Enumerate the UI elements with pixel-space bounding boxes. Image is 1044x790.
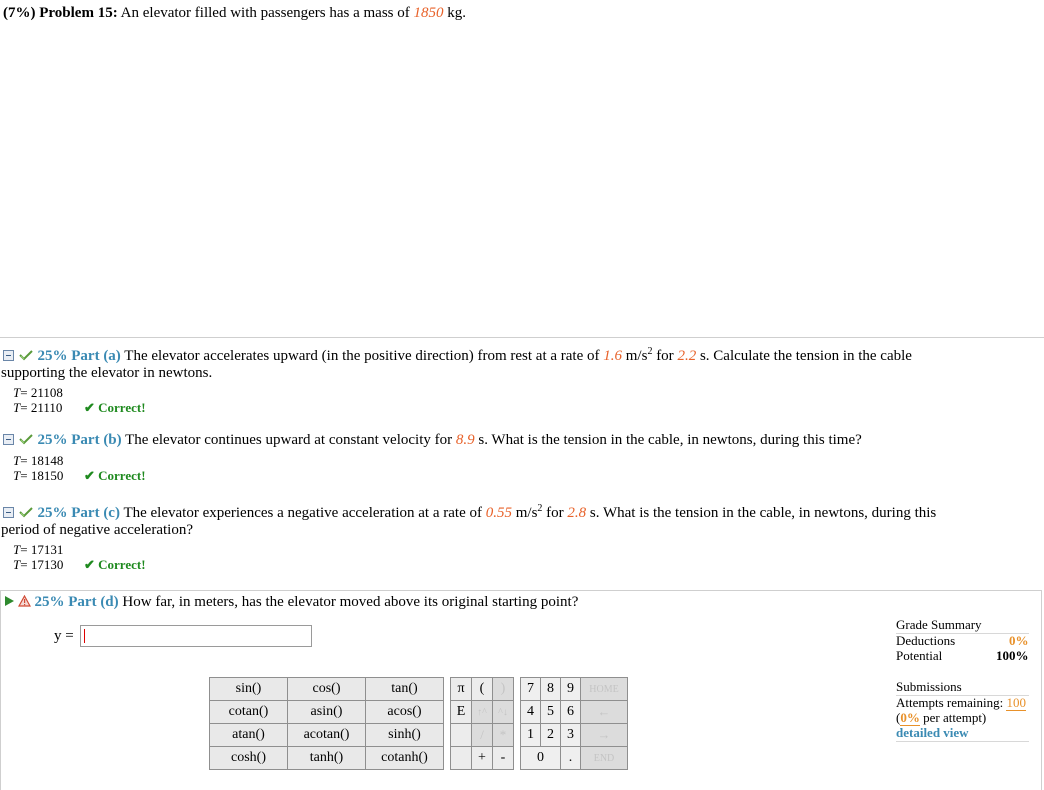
per-attempt-text: per attempt): [923, 710, 987, 725]
part-c-unit: m/s: [515, 505, 538, 521]
key-cos[interactable]: cos(): [288, 678, 366, 701]
attempts-label: Attempts remaining:: [896, 695, 1004, 710]
key-cotan[interactable]: cotan(): [210, 701, 288, 724]
part-b-answer-2: [13, 468, 63, 484]
key-blank: [451, 724, 472, 747]
part-c-prompt-line2: period of negative acceleration?: [1, 522, 193, 538]
key-backspace[interactable]: ←: [581, 701, 628, 724]
key-atan[interactable]: atan(): [210, 724, 288, 747]
key-0[interactable]: 0: [521, 747, 561, 770]
answer-value: = 17131: [20, 542, 64, 557]
answer-input[interactable]: [80, 625, 312, 647]
part-a-percent: 25%: [37, 348, 68, 364]
problem-label: Problem 15:: [39, 5, 118, 21]
key-sin[interactable]: sin(): [210, 678, 288, 701]
problem-text-before: An elevator filled with passengers has a mass of: [120, 5, 410, 21]
key-8[interactable]: 8: [541, 678, 561, 701]
checkmark-icon: [18, 506, 34, 518]
part-a-time: 2.2: [677, 348, 697, 364]
answer-var: T: [13, 385, 21, 400]
per-attempt-value: 0%: [900, 710, 920, 725]
part-a-label: Part (a): [71, 348, 121, 364]
key-divide[interactable]: /: [472, 724, 493, 747]
part-c-prompt: [3, 503, 936, 522]
problem-text-after: kg.: [447, 5, 466, 21]
key-blank: [451, 747, 472, 770]
key-e[interactable]: E: [451, 701, 472, 724]
part-b-answer-1: [13, 453, 63, 469]
answer-input-label: y =: [54, 628, 74, 644]
submissions-bottom-rule: [896, 741, 1029, 742]
part-b-percent: 25%: [37, 432, 68, 448]
attempts-remaining: [896, 695, 1026, 711]
part-a-text3: s. Calculate the tension in the cable: [699, 348, 912, 364]
key-5[interactable]: 5: [541, 701, 561, 724]
key-sinh[interactable]: sinh(): [366, 724, 444, 747]
attempts-value: 100: [1006, 695, 1026, 710]
part-c-text3: s. What is the tension in the cable, in newtons, during this: [589, 505, 937, 521]
part-a-prompt-line2: supporting the elevator in newtons.: [1, 365, 213, 381]
answer-var: T: [13, 542, 21, 557]
answer-value: = 17130: [20, 557, 64, 572]
part-c-time: 2.8: [567, 505, 587, 521]
part-c-unit-sup: 2: [537, 503, 543, 514]
answer-var: T: [13, 468, 21, 483]
key-cosh[interactable]: cosh(): [210, 747, 288, 770]
part-a-text1: The elevator accelerates upward (in the positive direction) from rest at a rate of: [124, 348, 600, 364]
key-3[interactable]: 3: [561, 724, 581, 747]
part-b-status: ✔ Correct!: [84, 468, 146, 483]
part-a-prompt: [3, 346, 912, 365]
part-a-accel: 1.6: [603, 348, 622, 364]
key-tanh[interactable]: tanh(): [288, 747, 366, 770]
divider: [0, 337, 1044, 338]
answer-var: T: [13, 400, 21, 415]
key-up-power[interactable]: ↑^: [472, 701, 493, 724]
checkmark-icon: [18, 349, 34, 361]
key-1[interactable]: 1: [521, 724, 541, 747]
potential-value: 100%: [996, 648, 1029, 663]
part-c-label: Part (c): [71, 505, 120, 521]
collapse-toggle-icon[interactable]: [3, 434, 14, 445]
part-d-text: How far, in meters, has the elevator moved above its original starting point?: [122, 594, 579, 610]
answer-value: = 18150: [20, 468, 64, 483]
key-multiply[interactable]: *: [493, 724, 514, 747]
answer-value: = 18148: [20, 453, 64, 468]
warning-icon: [18, 595, 31, 607]
answer-value: = 21108: [20, 385, 63, 400]
key-home[interactable]: HOME: [581, 678, 628, 701]
answer-var: T: [13, 557, 21, 572]
part-c-answer-1: [13, 542, 63, 558]
grade-summary-title: Grade Summary: [896, 617, 982, 632]
key-6[interactable]: 6: [561, 701, 581, 724]
key-minus[interactable]: -: [493, 747, 514, 770]
part-b-text2: s. What is the tension in the cable, in newtons, during this time?: [478, 432, 862, 448]
key-acos[interactable]: acos(): [366, 701, 444, 724]
part-c-text1: The elevator experiences a negative acceleration at a rate of: [123, 505, 482, 521]
problem-header: [3, 5, 466, 22]
part-c-status: ✔ Correct!: [84, 557, 146, 572]
key-4[interactable]: 4: [521, 701, 541, 724]
part-a-answer-2: [13, 400, 62, 416]
part-c-answer-2: [13, 557, 63, 573]
part-d-label: Part (d): [68, 594, 119, 610]
key-tan[interactable]: tan(): [366, 678, 444, 701]
part-b-time: 8.9: [455, 432, 475, 448]
key-pi[interactable]: π: [451, 678, 472, 701]
part-d-prompt: [5, 594, 578, 611]
part-c-accel: 0.55: [485, 505, 512, 521]
play-icon[interactable]: [5, 596, 14, 606]
key-open-paren[interactable]: (: [472, 678, 493, 701]
key-cotanh[interactable]: cotanh(): [366, 747, 444, 770]
key-acotan[interactable]: acotan(): [288, 724, 366, 747]
collapse-toggle-icon[interactable]: [3, 350, 14, 361]
per-attempt: [896, 710, 986, 726]
per-attempt-open: (: [896, 710, 901, 725]
part-a-text2: for: [656, 348, 674, 364]
part-d-percent: 25%: [34, 594, 65, 610]
part-b-prompt: [3, 432, 862, 449]
key-7[interactable]: 7: [521, 678, 541, 701]
part-b-label: Part (b): [71, 432, 122, 448]
answer-var: T: [13, 453, 21, 468]
calculator-keypad: [209, 677, 628, 770]
answer-value: = 21110: [20, 400, 63, 415]
key-power-down[interactable]: ^↓: [493, 701, 514, 724]
key-9[interactable]: 9: [561, 678, 581, 701]
key-2[interactable]: 2: [541, 724, 561, 747]
key-close-paren[interactable]: ): [493, 678, 514, 701]
key-plus[interactable]: +: [472, 747, 493, 770]
submissions-title: Submissions: [896, 679, 962, 694]
part-a-unit-sup: 2: [647, 346, 653, 357]
problem-mass: 1850: [413, 5, 444, 21]
part-a-unit: m/s: [625, 348, 648, 364]
key-forward[interactable]: →: [581, 724, 628, 747]
deductions-label: Deductions: [896, 633, 956, 648]
key-end[interactable]: END: [581, 747, 628, 770]
part-c-percent: 25%: [37, 505, 68, 521]
key-asin[interactable]: asin(): [288, 701, 366, 724]
part-a-status: ✔ Correct!: [84, 400, 146, 415]
part-a-answer-1: [13, 385, 63, 401]
text-caret: [84, 629, 85, 643]
checkmark-icon: [18, 433, 34, 445]
problem-weight: (7%): [3, 5, 36, 21]
deductions-value: 0%: [1009, 633, 1029, 648]
key-decimal[interactable]: .: [561, 747, 581, 770]
collapse-toggle-icon[interactable]: [3, 507, 14, 518]
part-c-text2: for: [546, 505, 564, 521]
part-b-text1: The elevator continues upward at constant velocity for: [125, 432, 453, 448]
detailed-view-link[interactable]: detailed view: [896, 725, 969, 740]
potential-label: Potential: [896, 648, 943, 663]
